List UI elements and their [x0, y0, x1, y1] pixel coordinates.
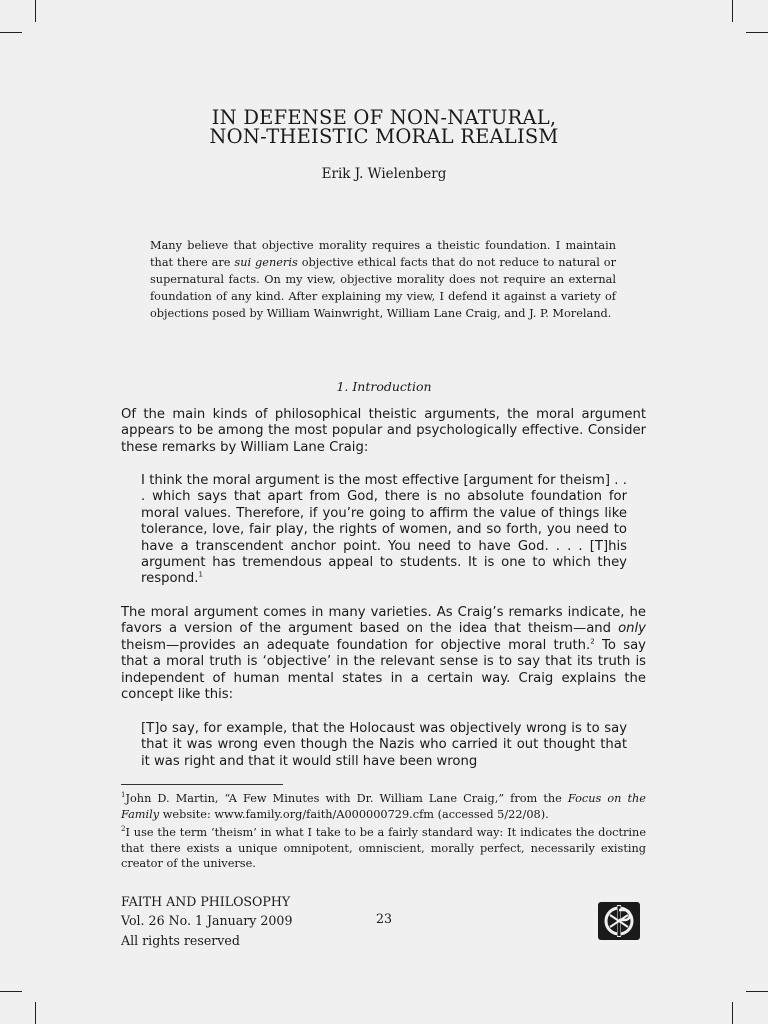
title-line-2: NON-THEISTIC MORAL REALISM	[209, 125, 559, 148]
footnote-2	[121, 825, 646, 872]
paragraph-text: The moral argument comes in many varieties. As Craig’s remarks indicate, he favors a version of the argument based on the idea that theism—and	[121, 605, 646, 637]
crop-mark	[732, 0, 733, 22]
journal-name: FAITH AND PHILOSOPHY	[121, 894, 291, 909]
quote-text: I think the moral argument is the most effective [argument for theism] . . . which says that apart from God, there is no absolute foundation for moral values. Therefore, if you’re going to affirm the value of things like tolerance, love, fair play, the rights of women, and so forth, you need to have a transcendent anchor point. You need to have God. . . . [T]his argument has tremendous appeal to students. It is one to which they respond.	[141, 473, 627, 587]
crop-mark	[0, 991, 22, 992]
crop-mark	[732, 1002, 733, 1024]
crop-mark	[35, 1002, 36, 1024]
abstract	[150, 237, 616, 322]
footnote-ref: 1	[198, 571, 203, 580]
footnote-ref: 2	[590, 637, 595, 646]
crop-mark	[746, 32, 768, 33]
footnote-number: 2	[121, 825, 126, 834]
title-line-1: IN DEFENSE OF NON-NATURAL,	[211, 106, 557, 129]
footnote-text: website: www.family.org/faith/A000000729.cfm (accessed 5/22/08).	[159, 807, 549, 821]
block-quote-1	[141, 473, 627, 588]
society-emblem-icon	[597, 901, 641, 941]
block-quote-2: [T]o say, for example, that the Holocaust was objectively wrong is to say that it was wrong even though the Nazis who carried it out thought that it was right and that it would still have been wrong	[141, 721, 627, 769]
article-title	[0, 108, 768, 146]
footnote-italic: Focus on the Family	[121, 792, 646, 821]
abstract-text: Many believe that objective morality requires a theistic foundation. I maintain that there are	[150, 239, 616, 270]
footnote-number: 1	[121, 791, 126, 800]
rights-notice: All rights reserved	[121, 932, 240, 948]
paragraph-italic: only	[618, 621, 646, 637]
crop-mark	[746, 991, 768, 992]
footnote-text: I use the term ‘theism’ in what I take to be a fairly standard way: It indicates the doctrine that there exists a unique omnipotent, omniscient, morally perfect, necessarily existing creator of the universe.	[121, 826, 646, 871]
paragraph-text: To say that a moral truth is ‘objective’ in the relevant sense is to say that its truth is independent of human mental states in a certain way. Craig explains the concept like this:	[121, 637, 646, 703]
journal-issue: Vol. 26 No. 1 January 2009	[121, 913, 293, 929]
crop-mark	[35, 0, 36, 22]
footnote-text: John D. Martin, “A Few Minutes with Dr. William Lane Craig,” from the	[125, 792, 568, 805]
page-number: 23	[376, 911, 393, 926]
footnote-rule	[121, 784, 283, 785]
crop-mark	[0, 32, 22, 33]
abstract-italic: sui generis	[234, 256, 298, 270]
journal-footer	[121, 892, 292, 950]
paragraph-2	[121, 605, 646, 703]
paragraph-text: theism—provides an adequate foundation for objective moral truth.	[121, 637, 591, 653]
author-name: Erik J. Wielenberg	[321, 166, 447, 182]
section-heading: 1. Introduction	[336, 379, 432, 394]
footnote-1	[121, 791, 646, 822]
paragraph-1: Of the main kinds of philosophical theistic arguments, the moral argument appears to be among the most popular and psychologically effective. Consider these remarks by William Lane Craig:	[121, 407, 646, 455]
abstract-text: objective ethical facts that do not reduce to natural or supernatural facts. On my view, objective morality does not require an external foundation of any kind. After explaining my view, I defend it against a variety of objections posed by William Wainwright, William Lane Craig, and J. P. Moreland.	[150, 256, 616, 321]
